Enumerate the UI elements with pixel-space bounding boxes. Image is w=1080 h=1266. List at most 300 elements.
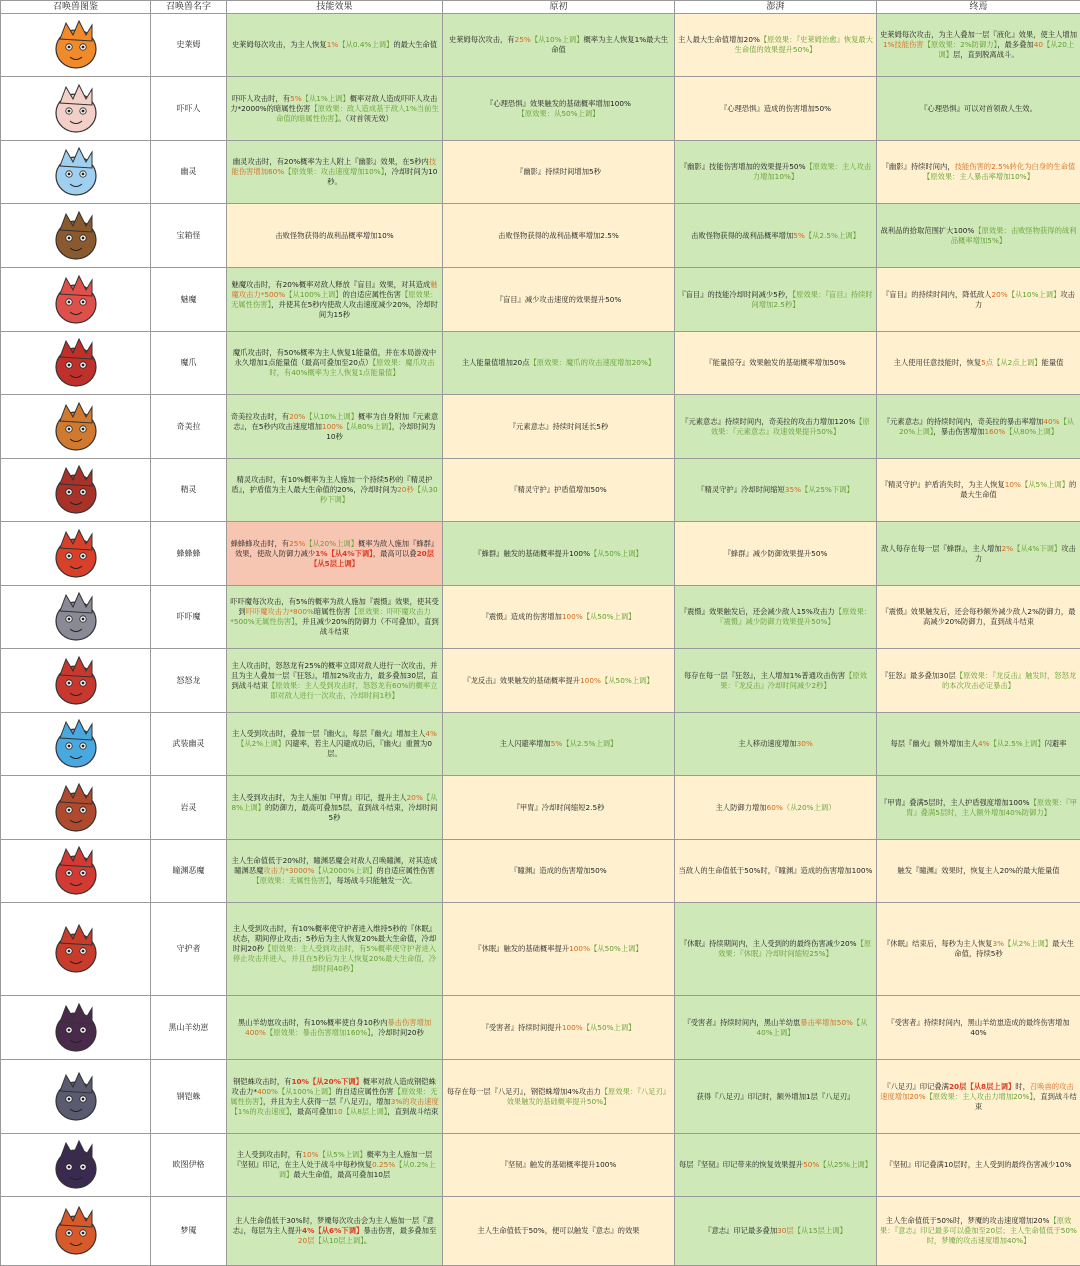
summon-name: 瞳渊恶魔 — [151, 840, 227, 903]
text-segment: 的自适应属性伤害 — [343, 290, 401, 299]
text-segment: 【从50%上调】 — [601, 676, 654, 685]
text-segment: 【从100%上调】 — [285, 290, 342, 299]
text-segment: 『坚韧』印记叠满10层时，主人受到的最终伤害减少10% — [885, 1160, 1071, 1169]
yuanchu-cell — [443, 459, 675, 522]
text-segment: 20% — [407, 793, 423, 802]
text-segment: 40 — [1034, 40, 1043, 49]
text-segment: 【从10%上调】 — [531, 35, 584, 44]
text-segment: 【从15层上调】 — [794, 1226, 847, 1235]
text-segment: 【1%的攻击速度】 — [231, 1107, 290, 1116]
yuanchu-cell — [443, 14, 675, 77]
yuanchu-cell — [443, 522, 675, 586]
text-segment: 主人生命值低于30%时，梦魇每次攻击会为主人施加一层『意志』，每层为主人提升 — [233, 1216, 434, 1235]
summon-image-cell — [1, 204, 151, 268]
text-segment: 3% — [992, 939, 1004, 948]
pengpai-cell — [675, 776, 877, 840]
text-segment: 『意志』印记最多叠加 — [704, 1226, 777, 1235]
pale-ghost-icon — [46, 81, 106, 137]
table-row — [1, 141, 1080, 204]
skill-cell — [227, 996, 443, 1060]
pengpai-cell — [675, 141, 877, 204]
text-segment: 闪避率，若主人闪避成功后，『幽火』重置为0层。 — [285, 739, 432, 758]
demon-claw-icon — [46, 335, 106, 391]
summon-image-cell — [1, 840, 151, 903]
text-segment: 概率为自身附加『元素意志』，在5秒内攻击速度增加 — [233, 412, 438, 431]
text-segment: 主人闪避率增加 — [500, 739, 551, 748]
pengpai-cell — [675, 332, 877, 395]
pengpai-cell — [675, 204, 877, 268]
text-segment: 【从5%上调】 — [1021, 480, 1069, 489]
text-segment: 魔爪攻击时，有50%概率为主人恢复1能量值，并在本局游戏中永久增加1点能量值（最高可叠加至20点） — [233, 348, 436, 367]
text-segment: ，并且减少20%的防御力（不可叠加），直到战斗结束 — [295, 617, 439, 636]
text-segment: 【从25%上调】 — [819, 1160, 872, 1169]
text-segment: 的自适应属性伤害 — [335, 1087, 393, 1096]
table-row — [1, 840, 1080, 903]
skill-cell — [227, 332, 443, 395]
text-segment: 『幽影』持续时间内， — [882, 162, 955, 171]
pengpai-cell — [675, 14, 877, 77]
text-segment: 【从2.5%上调】 — [805, 231, 860, 240]
text-segment: 『龙反击』效果触发的基础概率提升 — [463, 676, 580, 685]
text-segment: 『瞳渊』造成的伤害增加50% — [510, 866, 606, 875]
text-segment: 『震慑』效果触发后，还会每秒额外减少敌人2%防御力，最高减少20%防御力，直到战斗结束 — [882, 607, 1076, 626]
zhongyan-cell — [877, 141, 1080, 204]
skill-cell — [227, 649, 443, 713]
text-segment: 层，直到脱离战斗。 — [953, 50, 1019, 59]
yuanchu-cell — [443, 586, 675, 649]
header-name: 召唤兽名字 — [151, 1, 227, 14]
text-segment: 『元素意志』的持续时间内，奇美拉的暴击率增加 — [883, 417, 1044, 426]
text-segment: 『震慑』造成的伤害增加 — [482, 612, 562, 621]
summon-name: 宝箱怪 — [151, 204, 227, 268]
text-segment: 最大生命值，最高可叠加10层 — [293, 1170, 390, 1179]
text-segment: 【从20%上调】 — [305, 539, 358, 548]
text-segment: 0.25% — [372, 1160, 395, 1169]
yuanchu-cell — [443, 141, 675, 204]
text-segment: 主人使用任意技能时，恢复 — [894, 358, 982, 367]
text-segment: 【从40%上调】 — [756, 1018, 867, 1037]
text-segment: 【从8层上调】 — [966, 1082, 1015, 1091]
text-segment: 35% — [785, 485, 801, 494]
summon-image-cell — [1, 332, 151, 395]
table-row — [1, 77, 1080, 141]
text-segment: 幽灵攻击时，有20%概率为主人附上『幽影』效果，在5秒内 — [233, 157, 429, 166]
text-segment: 【原效果：『意志』印记最多可以叠加至20层；主人生命值低于50%时，梦魇的攻击速度增加40%】 — [880, 1216, 1077, 1245]
text-segment: 『受害者』持续时间内，黑山羊幼崽造成的最终伤害增加40% — [887, 1018, 1069, 1037]
text-segment: 每层『坚韧』印记带来的恢复效果提升 — [679, 1160, 803, 1169]
table-row — [1, 1197, 1080, 1266]
text-segment: 吓吓人攻击时，有 — [232, 94, 290, 103]
text-segment: 主人能量值增加20点 — [462, 358, 530, 367]
pengpai-cell — [675, 586, 877, 649]
text-segment: 【从10层上调】 — [314, 1236, 363, 1245]
text-segment: 5% — [290, 94, 302, 103]
text-segment: 触发『瞳渊』效果时，恢复主人20%的最大能量值 — [897, 866, 1059, 875]
text-segment: 【原效果：从50%上调】 — [518, 109, 600, 118]
text-segment: 2% — [1002, 544, 1014, 553]
text-segment: 【从50%上调】 — [590, 944, 643, 953]
zhongyan-cell — [877, 268, 1080, 332]
text-segment: 。 — [364, 1236, 371, 1245]
skill-cell — [227, 586, 443, 649]
text-segment: 1%技能伤害 — [883, 40, 924, 49]
text-segment: 4% — [302, 1226, 314, 1235]
text-segment: 【原效果：『盲目』持续时间增加2.5秒】 — [751, 290, 872, 309]
text-segment: 【原效果：『史莱姆治愈』恢复最大生命值的效果提升50%】 — [735, 35, 873, 54]
yuanchu-cell — [443, 996, 675, 1060]
summon-name: 黑山羊幼崽 — [151, 996, 227, 1060]
text-segment: 100% — [322, 422, 343, 431]
text-segment: 【从1%上调】 — [302, 94, 350, 103]
text-segment: 击败怪物获得的战利品概率增加2.5% — [498, 231, 619, 240]
text-segment: 『精灵守护』冷却时间缩短 — [697, 485, 785, 494]
text-segment: 【从10%上调】 — [1008, 290, 1061, 299]
summon-name: 魅魔 — [151, 268, 227, 332]
steel-spider-icon — [46, 1069, 106, 1125]
text-segment: 『盲目』减少攻击速度的效果提升50% — [496, 295, 622, 304]
text-segment: 【从2.5%上调】 — [990, 739, 1045, 748]
summon-image-cell — [1, 141, 151, 204]
text-segment: 【原效果：『元素意志』攻速效果提升50%】 — [711, 417, 870, 436]
text-segment: 『盲目』的技能冷却时间减少5秒， — [678, 290, 792, 299]
summon-image-cell — [1, 776, 151, 840]
text-segment: 【从0.2%上调】 — [279, 1160, 436, 1179]
text-segment: 【从30秒下调】 — [320, 485, 438, 504]
skill-cell — [227, 141, 443, 204]
text-segment: 【从8%上调】 — [232, 793, 438, 812]
summon-image-cell — [1, 268, 151, 332]
table-row — [1, 649, 1080, 713]
text-segment: 概率对敌人造成吓吓人攻击力*2000%的暗属性伤害 — [230, 94, 437, 113]
succubus-icon — [46, 272, 106, 328]
zhongyan-cell — [877, 586, 1080, 649]
summon-image-cell — [1, 1197, 151, 1266]
header-image: 召唤兽图鉴 — [1, 1, 151, 14]
summon-name: 魔爪 — [151, 332, 227, 395]
zhongyan-cell — [877, 840, 1080, 903]
text-segment: 每层『幽火』额外增加主人 — [890, 739, 978, 748]
text-segment: 暴击伤害增加400% — [245, 1018, 431, 1037]
summon-image-cell — [1, 586, 151, 649]
text-segment: 【从10%上调】 — [305, 412, 358, 421]
pengpai-cell — [675, 268, 877, 332]
summon-image-cell — [1, 1134, 151, 1197]
summon-name: 吓吓人 — [151, 77, 227, 141]
text-segment: 概率为主人恢复1%最大生命值 — [551, 35, 668, 54]
yuanchu-cell — [443, 1060, 675, 1134]
text-segment: 100% — [562, 1023, 583, 1032]
text-segment: 概率为敌人施加『蜂群』效果，使敌人防御力减少 — [235, 539, 438, 558]
pengpai-cell — [675, 395, 877, 459]
skill-cell — [227, 1197, 443, 1266]
summon-name: 史莱姆 — [151, 14, 227, 77]
text-segment: 4% — [978, 739, 990, 748]
text-segment: 25% — [289, 539, 305, 548]
guardian-robot-icon — [46, 921, 106, 977]
text-segment: 主人防御力增加 — [716, 803, 767, 812]
text-segment: ，直到战斗结束 — [387, 1107, 438, 1116]
text-segment: 主人受到攻击时，有10%概率使守护者进入维持5秒的『休眠』状态，期间停止攻击；5秒后为主人恢复20%最大生命值，冷却时间20秒 — [233, 924, 436, 953]
text-segment: 『心理恐惧』造成的伤害增加50% — [720, 104, 831, 113]
header-row — [1, 1, 1080, 14]
pengpai-cell — [675, 1134, 877, 1197]
text-segment: 『精灵守护』护盾消失时，为主人恢复 — [881, 480, 1005, 489]
text-segment: 【原效果：无属性伤害】 — [252, 876, 329, 885]
text-segment: ，最高可以叠 — [373, 549, 417, 558]
text-segment: ，直到战斗结束 — [975, 1092, 1077, 1111]
text-segment: 概率为主人施加一层『坚韧』印记，在主人处于战斗中每秒恢复 — [233, 1150, 432, 1169]
text-segment: 主人受到攻击时，为主人施加『甲胄』印记，提升主人 — [232, 793, 407, 802]
table-row — [1, 903, 1080, 996]
text-segment: 『能量掠夺』效果触发的基础概率增加50% — [705, 358, 845, 367]
text-segment: 『蜂群』减少防御效果提升50% — [724, 549, 828, 558]
yuanchu-cell — [443, 332, 675, 395]
summon-name: 吓吓魔 — [151, 586, 227, 649]
yuanchu-cell — [443, 1197, 675, 1266]
text-segment: 10% — [291, 1077, 308, 1086]
text-segment: 攻击力 — [975, 544, 1076, 563]
text-segment: 【原效果：主人受到攻击时，有5%概率使守护者进入停止攻击并进入，并且在5秒后为主人恢复20%最大生命值，冷却时间40秒】 — [233, 944, 436, 973]
text-segment: 【原效果：敌人造成基于敌人1%当前生命值的暗属性伤害】 — [276, 104, 439, 123]
text-segment: 吓吓魔攻击力*800% — [246, 607, 314, 616]
text-segment: 『精灵守护』护盾值增加50% — [510, 485, 606, 494]
skill-cell — [227, 1060, 443, 1134]
text-segment: 主人生命值低于50%时，梦魇的攻击速度增加20% — [886, 1216, 1050, 1225]
text-segment: 『坚韧』触发的基础概率提升100% — [501, 1160, 617, 1169]
text-segment: 主人攻击时，怒怒龙有25%的概率立即对敌人进行一次攻击，并且为主人叠加一层『狂怒』，增加2%攻击力，最多叠加30层，直到战斗结束 — [231, 661, 438, 690]
summon-image-cell — [1, 1060, 151, 1134]
text-segment: 击败怪物获得的战利品概率增加10% — [275, 231, 393, 240]
skill-cell — [227, 77, 443, 141]
text-segment: 【从20上调】 — [938, 40, 1074, 59]
zhongyan-cell — [877, 332, 1080, 395]
zhongyan-cell — [877, 996, 1080, 1060]
text-segment: 【从6%下调】 — [314, 1226, 363, 1235]
skill-cell — [227, 840, 443, 903]
summon-image-cell — [1, 713, 151, 776]
text-segment: 史莱姆每次攻击，为主人恢复 — [232, 40, 327, 49]
text-segment: 『幽影』持续时间增加5秒 — [516, 167, 601, 176]
text-segment: 魅魔攻击力*500% — [232, 280, 438, 299]
zhongyan-cell — [877, 522, 1080, 586]
text-segment: 『甲胄』叠满5层时，主人护盾强度增加100% — [880, 798, 1030, 807]
text-segment: 奇美拉攻击时，有 — [231, 412, 289, 421]
table-row — [1, 1060, 1080, 1134]
text-segment: 的防御力，最高可叠加5层，直到战斗结束，冷却时间5秒 — [265, 803, 437, 822]
summon-image-cell — [1, 395, 151, 459]
text-segment: 精灵攻击时，有10%概率为主人施加一个持续5秒的『精灵护盾』，护盾值为主人最大生命值的20%，冷却时间为 — [231, 475, 432, 494]
text-segment: 【原效果：无属性伤害】 — [231, 290, 437, 309]
summon-name: 守护者 — [151, 903, 227, 996]
text-segment: 1% — [327, 40, 339, 49]
text-segment: 【从20%上调】 — [899, 417, 1074, 436]
text-segment: 【从5层上调】 — [310, 559, 359, 568]
pengpai-cell — [675, 77, 877, 141]
zhongyan-cell — [877, 903, 1080, 996]
text-segment: 【原效果：攻击速度增加10%】 — [284, 167, 384, 176]
text-segment: 『休眠』持续期间内，主人受到的的最终伤害减少20% — [680, 939, 857, 948]
summon-image-cell — [1, 459, 151, 522]
summon-name: 怒怒龙 — [151, 649, 227, 713]
text-segment: 。（对首领无效） — [338, 114, 393, 123]
text-segment: ，并且为主人获得一层『八足刃』，增加 — [263, 1097, 391, 1106]
text-segment: 『休眠』触发的基础概率提升 — [474, 944, 569, 953]
slime-fire-icon — [46, 17, 106, 73]
text-segment: 『受害者』持续时间内，黑山羊幼崽 — [683, 1018, 800, 1027]
zhongyan-cell — [877, 14, 1080, 77]
pengpai-cell — [675, 996, 877, 1060]
yuanchu-cell — [443, 395, 675, 459]
black-goat-icon — [46, 1000, 106, 1056]
text-segment: 【从50%上调】 — [590, 549, 643, 558]
table-row — [1, 996, 1080, 1060]
text-segment: 【从4%下调】 — [328, 549, 373, 558]
treasure-chest-icon — [46, 208, 106, 264]
text-segment: 每存在每一层『狂怒』，主人增加1%普通攻击伤害 — [684, 671, 845, 680]
text-segment: 【原效果：魔爪攻击时，有40%概率为主人恢复1点能量值】 — [269, 358, 434, 377]
rock-golem-icon — [46, 780, 106, 836]
zhongyan-cell — [877, 459, 1080, 522]
nightmare-horse-icon — [46, 1203, 106, 1259]
zhongyan-cell — [877, 1197, 1080, 1266]
yuanchu-cell — [443, 649, 675, 713]
text-segment: 钢铠蛛攻击时，有 — [233, 1077, 291, 1086]
text-segment: 【从80%上调】 — [343, 422, 392, 431]
table-body — [1, 14, 1080, 1266]
text-segment: 1% — [315, 549, 327, 558]
text-segment: 【原效果：击败怪物获得的战利品概率增加5%】 — [951, 226, 1077, 245]
table-row — [1, 713, 1080, 776]
skill-cell — [227, 776, 443, 840]
red-dragon-icon — [46, 653, 106, 709]
summon-name: 武装幽灵 — [151, 713, 227, 776]
text-segment: 【从0.4%上调】 — [338, 40, 393, 49]
text-segment: 30% — [797, 739, 813, 748]
table-row — [1, 14, 1080, 77]
skill-cell — [227, 459, 443, 522]
text-segment: 技能伤害的2.5%转化为白身的生命值 — [955, 162, 1076, 171]
table-row — [1, 522, 1080, 586]
text-segment: 30层 — [777, 1226, 794, 1235]
text-segment: 『狂怒』最多叠加30层 — [881, 671, 956, 680]
text-segment: ，每场战斗只能触发一次。 — [329, 876, 417, 885]
text-segment: 【从100%上调】 — [278, 1087, 335, 1096]
text-segment: 【从2%上调】 — [237, 739, 285, 748]
summon-name: 奇美拉 — [151, 395, 227, 459]
text-segment: 100% — [569, 944, 590, 953]
summon-name: 蜂蜂蜂 — [151, 522, 227, 586]
text-segment: 20层 — [298, 1236, 315, 1245]
text-segment: 攻击力 — [975, 290, 1075, 309]
text-segment: 【从50%上调】 — [583, 612, 636, 621]
skill-cell — [227, 1134, 443, 1197]
text-segment: 20% — [289, 412, 305, 421]
table-row — [1, 459, 1080, 522]
text-segment: 主人受到攻击时，叠加一层『幽火』，每层『幽火』增加主人 — [232, 729, 425, 738]
text-segment: 击败怪物获得的战利品概率增加 — [691, 231, 793, 240]
text-segment: 10% — [302, 1150, 318, 1159]
yuanchu-cell — [443, 1134, 675, 1197]
text-segment: 主人受到攻击时，有 — [237, 1150, 303, 1159]
text-segment: 『休眠』结束后，每秒为主人恢复 — [883, 939, 992, 948]
table-row — [1, 268, 1080, 332]
text-segment: 每存在每一层『八足刃』，钢铠蛛增加4%攻击力 — [447, 1087, 601, 1096]
text-segment: 【原效果：『龙反击』触发时，怒怒龙的本次攻击必定暴击】 — [942, 671, 1076, 690]
zhongyan-cell — [877, 1134, 1080, 1197]
table-row — [1, 776, 1080, 840]
text-segment: 蜂蜂蜂攻击时，有 — [231, 539, 289, 548]
text-segment: 的最大生命值 — [960, 480, 1076, 499]
summon-image-cell — [1, 522, 151, 586]
text-segment: 获得『八足刃』印记时，额外增加1层『八足刃』 — [697, 1092, 855, 1101]
text-segment: 100% — [562, 612, 583, 621]
zhongyan-cell — [877, 713, 1080, 776]
chimera-lion-icon — [46, 399, 106, 455]
yuanchu-cell — [443, 903, 675, 996]
text-segment: 4% — [425, 729, 437, 738]
skill-cell — [227, 713, 443, 776]
text-segment: 『元素意志』持续时间延长5秒 — [509, 422, 609, 431]
zhongyan-cell — [877, 1060, 1080, 1134]
text-segment: 『元素意志』持续时间内，奇美拉的攻击力增加120% — [681, 417, 855, 426]
eye-demon-icon — [46, 843, 106, 899]
text-segment: 5% — [793, 231, 805, 240]
text-segment: 【从2.5%上调】 — [562, 739, 617, 748]
text-segment: 的自适应属性伤害 — [376, 866, 434, 875]
text-segment: 【原效果：『八足刃』效果触发的基础概率提升50%】 — [507, 1087, 670, 1106]
pengpai-cell — [675, 649, 877, 713]
text-segment: 20层 — [949, 1082, 966, 1091]
text-segment: ，最多叠加 — [997, 40, 1033, 49]
text-segment: 敌人每存在每一层『蜂群』，主人增加 — [881, 544, 1001, 553]
summon-image-cell — [1, 903, 151, 996]
text-segment: 25% — [515, 35, 531, 44]
text-segment: 『幽影』技能伤害增加的效果提升50% — [680, 162, 806, 171]
text-segment: 【从4%下调】 — [1013, 544, 1061, 553]
text-segment: 【从20%下调】 — [309, 1077, 363, 1086]
text-segment: 400% — [257, 1087, 278, 1096]
text-segment: 【原效果：魔爪的攻击速度增加20%】 — [530, 358, 656, 367]
table-row — [1, 332, 1080, 395]
summon-name: 精灵 — [151, 459, 227, 522]
text-segment: 概率对敌人造成钢铠蛛攻击力* — [232, 1077, 436, 1096]
yuanchu-cell — [443, 77, 675, 141]
text-segment: 【原效果：2%防御力】 — [924, 40, 998, 49]
dark-elf-icon — [46, 462, 106, 518]
text-segment: 160% — [984, 427, 1005, 436]
text-segment: 主人移动速度增加 — [738, 739, 796, 748]
text-segment: 『盲目』的持续时间内，降低敌人 — [882, 290, 991, 299]
table-row — [1, 204, 1080, 268]
text-segment: ，暴击伤害增加 — [933, 427, 984, 436]
text-segment: 【从8层上调】 — [343, 1107, 388, 1116]
text-segment: 召唤兽的攻击速度增加20% — [880, 1082, 1073, 1101]
summon-image-cell — [1, 77, 151, 141]
table-row — [1, 586, 1080, 649]
summon-name: 幽灵 — [151, 141, 227, 204]
yuanchu-cell — [443, 204, 675, 268]
text-segment: 暴击率增加50% — [800, 1018, 853, 1027]
text-segment: 黑山羊幼崽攻击时，有10%概率使自身10秒内 — [238, 1018, 388, 1027]
text-segment: 主人最大生命值增加20% — [678, 35, 760, 44]
text-segment: 【原效果：『甲胄』叠满5层时，主人额外增加40%防御力】 — [906, 798, 1077, 817]
skill-cell — [227, 268, 443, 332]
text-segment: 主人生命值低于50%，便可以触发『意志』的效果 — [477, 1226, 639, 1235]
text-segment: 『心理恐惧』效果触发的基础概率增加100% — [486, 99, 631, 108]
yuanchu-cell — [443, 268, 675, 332]
summon-image-cell — [1, 996, 151, 1060]
pengpai-cell — [675, 1197, 877, 1266]
